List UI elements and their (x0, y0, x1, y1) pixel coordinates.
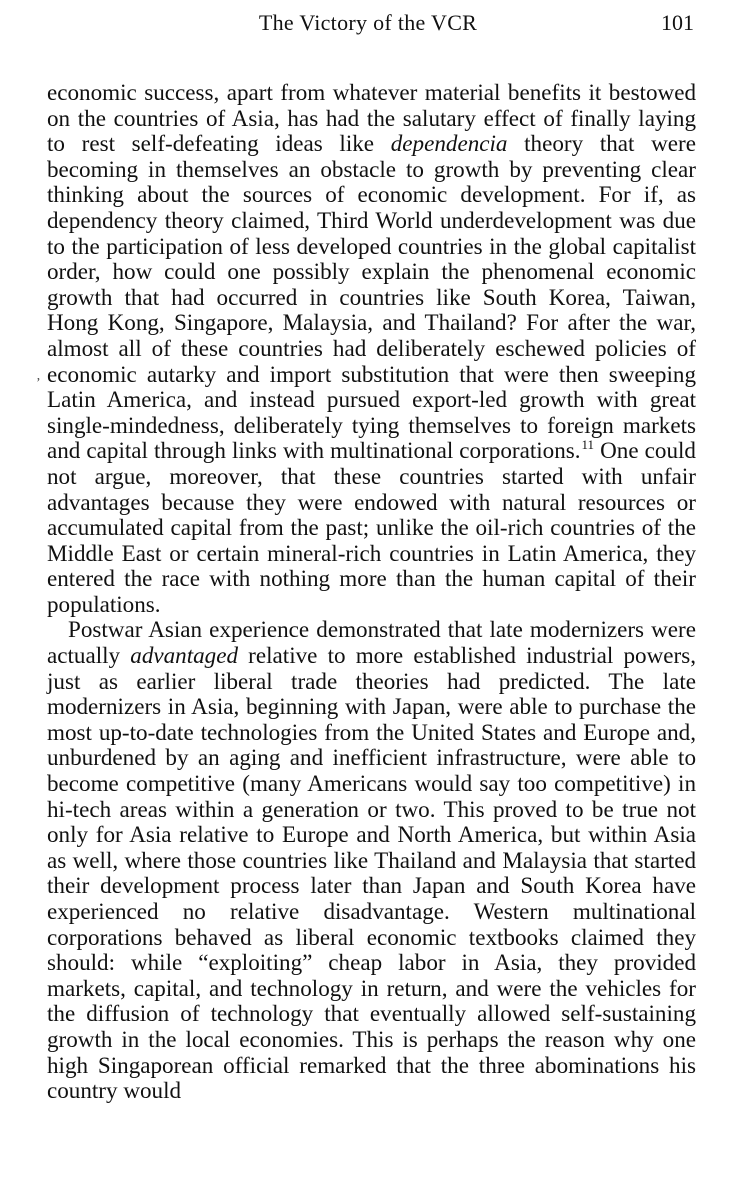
paragraph-1 (47, 80, 696, 617)
text-run: One could not argue, moreover, that these countries started with unfair advantages because they were endowed with natural resources or accumulated capital from the past; unlike the oil-rich countries of the Middle East or certain mineral-rich countries in Latin America, they entered the race with nothing more than the human capital of their populations. (47, 437, 696, 617)
text-run: economic success, apart from whatever material benefits it bestowed on the countries of Asia, has had the salutary effect of finally laying to rest self-defeating ideas like (47, 79, 696, 157)
running-head: The Victory of the VCR (258, 10, 478, 35)
page-number: 101 (661, 10, 694, 35)
body-text (47, 80, 696, 1104)
footnote-reference: 11 (581, 437, 595, 453)
text-run: theory that were becoming in themselves an obstacle to growth by preventing clear thinking about the sources of economic development. For if, as dependency theory claimed, Third World underdevelopment was due to the participation of less developed countries in the global capitalist order, how could one possibly explain the phenomenal economic growth that had occurred in countries like South Korea, Taiwan, Hong Kong, Singapore, Malaysia, and Thailand? For after the war, almost all of these countries had deliberately eschewed policies of economic autarky and import substitution that were then sweeping Latin America, and instead pursued export-led growth with great single-mindedness, deliberately tying themselves to foreign markets and capital through links with multinational corporations. (47, 130, 696, 464)
italic-term-advantaged: advantaged (130, 642, 239, 669)
italic-term-dependencia: dependencia (390, 130, 508, 157)
margin-mark: ’ (36, 376, 41, 391)
paragraph-2 (47, 617, 696, 1103)
text-run: Postwar Asian experience demonstrated that late modernizers were actually (47, 616, 696, 669)
text-run: relative to more established industrial powers, just as earlier liberal trade theories had predicted. The late modernizers in Asia, beginning with Japan, were able to purchase the most up-to-date technologies from the United States and Europe and, unburdened by an aging and inefficient infrastructure, were able to become competitive (many Americans would say too competitive) in hi-tech areas within a generation or two. This proved to be true not only for Asia relative to Europe and North America, but within Asia as well, where those countries like Thailand and Malaysia that started their development process later than Japan and South Korea have experienced no relative disadvantage. Western multinational corporations behaved as liberal economic textbooks claimed they should: while “exploiting” cheap labor in Asia, they provided markets, capital, and technology in return, and were the vehicles for the diffusion of technology that eventually allowed self-sustaining growth in the local economies. This is perhaps the reason why one high Singaporean official remarked that the three abominations his country would (47, 642, 696, 1104)
page-header (0, 6, 736, 40)
